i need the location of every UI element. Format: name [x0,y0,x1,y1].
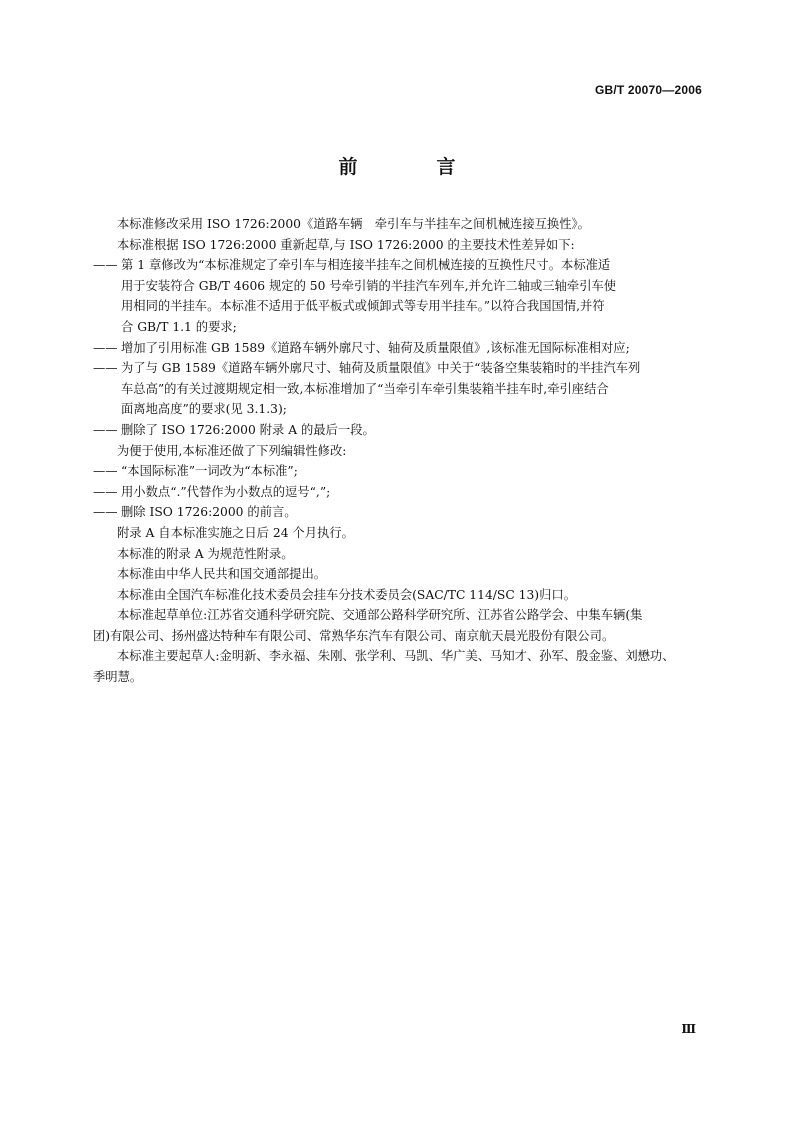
paragraph-proposed-by: 本标准由中华人民共和国交通部提出。 [117,567,327,582]
dash-mark: —— [93,505,118,520]
page-title: 前 言 [338,156,486,178]
list-item-text [121,358,705,420]
paragraph-drafting-units-cont: 团)有限公司、扬州盛达特种车有限公司、常熟华东汽车有限公司、南京航天晨光股份有限公司。 [93,628,615,643]
paragraph-drafters-cont: 季明慧。 [93,670,143,685]
paragraph-drafting-units: 本标准起草单位:江苏省交通科学研究院、交通部公路科学研究所、江苏省公路学会、中集车辆(集 [117,608,643,623]
paragraph-annex-effective: 附录 A 自本标准实施之日后 24 个月执行。 [117,525,354,540]
dash-mark: —— [93,258,118,273]
list-item [93,482,705,503]
list-item [93,338,705,359]
line: 面离地高度”的要求(见 3.1.3); [121,402,287,417]
dash-mark: —— [93,361,118,376]
list-item-text: “本国际标准”一词改为“本标准”; [121,464,298,479]
page-number: Ⅲ [681,1022,696,1036]
standard-code-header: GB/T 20070—2006 [594,83,702,97]
paragraph-adoption: 本标准修改采用 ISO 1726:2000《道路车辆 牵引车与半挂车之间机械连接互换性》。 [117,217,590,231]
line: 删除了 ISO 1726:2000 附录 A 的最后一段。 [121,422,375,437]
list-item-text [121,255,705,337]
line: 第 1 章修改为“本标准规定了牵引车与相连接半挂车之间机械连接的互换性尺寸。本标准适 [121,258,611,273]
line: 增加了引用标准 GB 1589《道路车辆外廓尺寸、轴荷及质量限值》,该标准无国际标准相对应; [121,340,630,355]
list-item [93,502,705,523]
line: 用于安装符合 GB/T 4606 规定的 50 号牵引销的半挂汽车列车,并允许二轴或三轴牵引车使 [121,278,617,293]
paragraph-differences-intro: 本标准根据 ISO 1726:2000 重新起草,与 ISO 1726:2000 的主要技术性差异如下: [117,237,575,252]
document-body [93,214,705,688]
list-item [93,358,705,420]
list-item-text: 删除 ISO 1726:2000 的前言。 [121,505,297,520]
line: 用相同的半挂车。本标准不适用于低平板式或倾卸式等专用半挂车。”以符合我国国情,并符 [121,299,605,314]
paragraph-centralized-by: 本标准由全国汽车标准化技术委员会挂车分技术委员会(SAC/TC 114/SC 13)归口。 [117,587,576,602]
list-item-text [121,420,705,441]
list-item [93,255,705,337]
dash-mark: —— [93,464,118,479]
line: 车总高”的有关过渡期规定相一致,本标准增加了“当牵引车牵引集装箱半挂车时,牵引座结合 [121,381,609,396]
paragraph-annex-normative: 本标准的附录 A 为规范性附录。 [117,546,294,561]
paragraph-editorial-intro: 为便于使用,本标准还做了下列编辑性修改: [117,443,347,458]
line: 为了与 GB 1589《道路车辆外廓尺寸、轴荷及质量限值》中关于“装备空集装箱时的半挂汽车列 [121,361,641,376]
list-item-text [121,338,705,359]
list-item-text: 用小数点“.”代替作为小数点的逗号“,”; [121,484,331,499]
dash-mark: —— [93,422,118,437]
dash-mark: —— [93,484,118,499]
list-item [93,461,705,482]
list-item [93,420,705,441]
dash-mark: —— [93,340,118,355]
paragraph-drafters: 本标准主要起草人:金明新、李永福、朱刚、张学利、马凯、华广美、马知才、孙军、殷金鉴、刘懋功、 [117,649,675,664]
line: 合 GB/T 1.1 的要求; [121,319,237,334]
